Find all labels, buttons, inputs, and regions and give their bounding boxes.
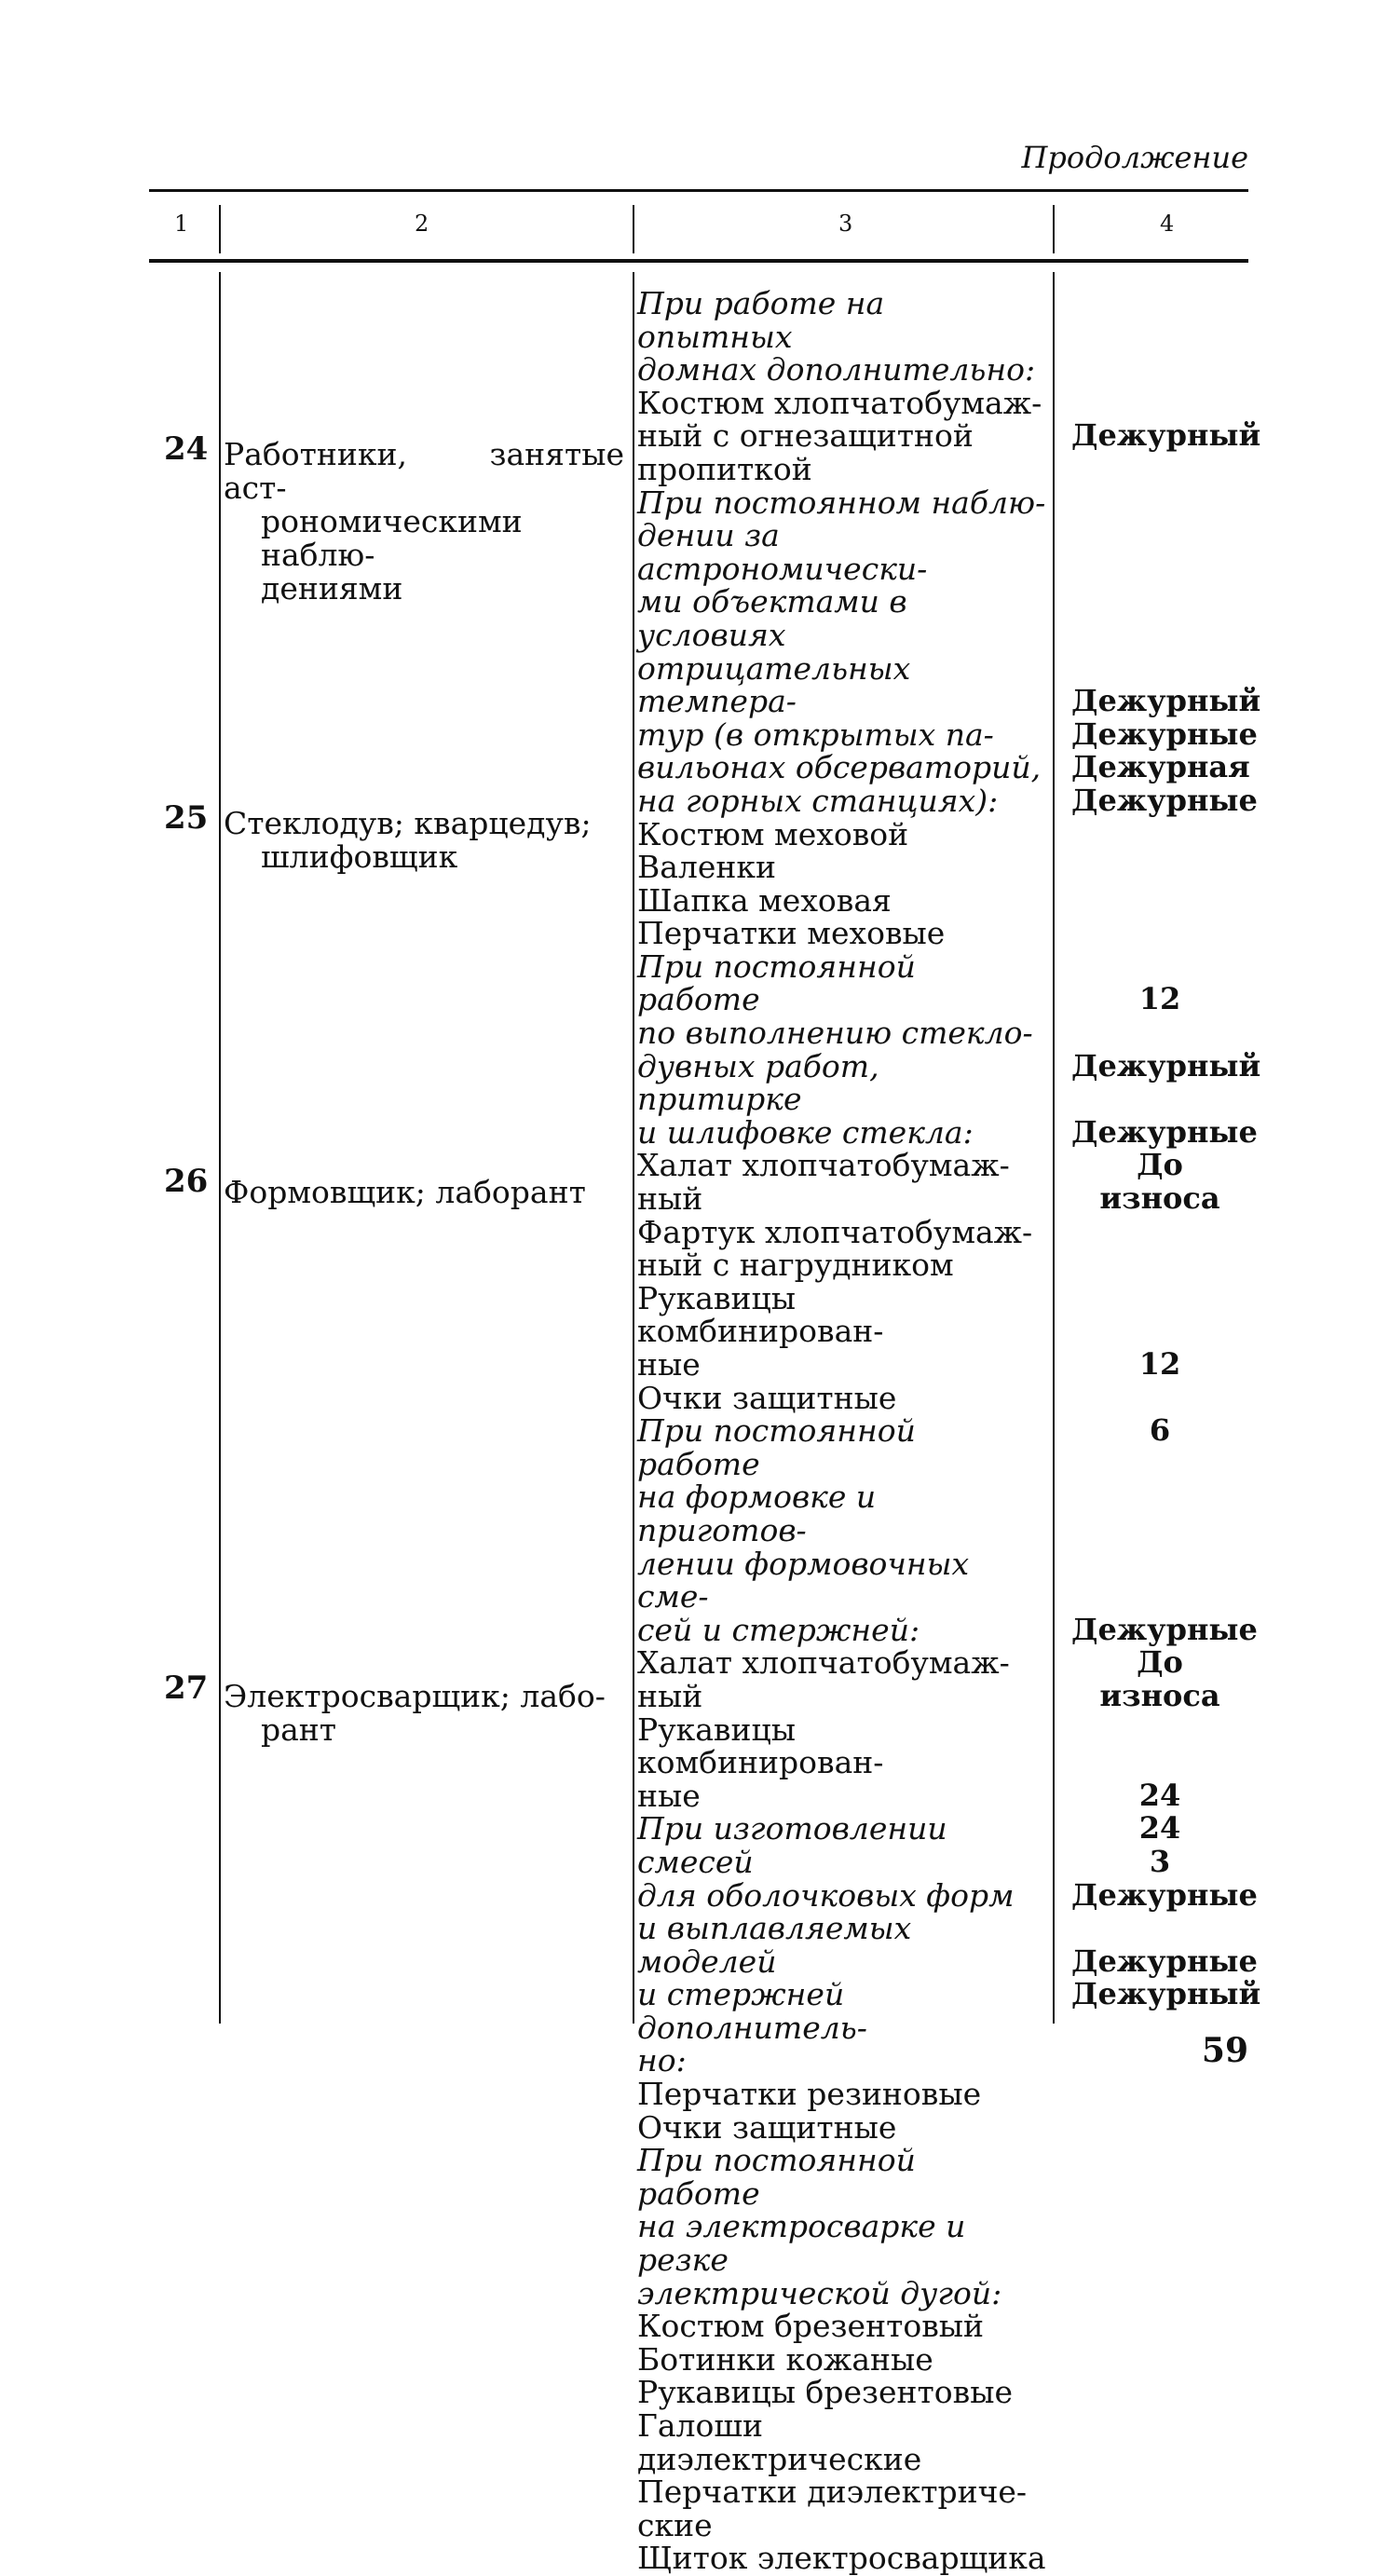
wear-term: 24 [1138,1810,1181,1847]
wear-term [1071,453,1248,486]
description-heading-line: При работе на опытных [637,285,885,355]
profession-line: Работники, занятые аст- [224,436,624,506]
wear-term [1071,1282,1248,1315]
description-heading-line: на горных станциях): [637,782,999,819]
wear-term: До износа [1099,1147,1220,1217]
item-line: Очки защитные [637,2108,897,2146]
wear-term [1071,1713,1248,1747]
wear-term [1071,1216,1248,1249]
wear-term [1071,818,1248,852]
description-heading-line: ми объектами в условиях [637,583,907,653]
description-heading-line: При постоянном наблю- [637,484,1046,521]
wear-term [1071,320,1248,354]
profession-line: Электросварщик; лабо- [224,1678,606,1714]
description-heading-line: домнах дополнительно: [637,351,1036,388]
profession-line: рант [261,1711,337,1748]
wear-term: Дежурные [1071,1942,1258,1979]
item-line: Галоши диэлектрические [637,2407,922,2477]
wear-term [1071,1382,1248,1415]
item-line: ные [637,1777,701,1814]
wear-term [1071,1480,1248,1514]
item-line: Костюм брезентовый [637,2308,985,2345]
wear-term [1071,950,1248,984]
description-heading-line: на электросварке и резке [637,2208,966,2279]
row-number: 24 [164,430,209,468]
item-line: Фартук хлопчатобумаж- [637,1213,1033,1250]
description-heading-line: сей и стержней: [637,1611,920,1648]
wear-term [1071,1514,1248,1547]
item-line: ный с нагрудником [637,1247,954,1284]
wear-term: Дежурные [1071,1876,1258,1913]
item-line: ный [637,1180,703,1218]
wear-term: До износа [1099,1644,1220,1713]
wear-term [1071,585,1248,619]
wear-term: Дежурные [1071,782,1258,818]
description-heading-line: вильонах обсерваторий, [637,749,1042,786]
header-divider-2 [633,205,634,253]
description-heading-line: но: [637,2042,687,2079]
description-heading-line: и выплавляемых моделей [637,1910,912,1980]
description-heading-line: тур (в открытых па- [637,716,994,753]
column-number-1: 1 [174,211,189,237]
wear-term [1071,652,1248,686]
item-line: ские [637,2506,713,2543]
profession-cell [224,438,624,606]
wear-term [1071,1016,1248,1050]
item-line: Костюм хлопчатобумаж- [637,384,1042,421]
profession-line: рономическими наблю- [261,503,523,573]
description-heading-line: При изготовлении смесей [637,1810,947,1880]
description-heading-line: на формовке и приготов- [637,1479,877,1548]
wear-term: Дежурный [1071,417,1261,454]
wear-term: 12 [1138,981,1181,1017]
wear-term: Дежурные [1071,1113,1258,1150]
description-heading-line: При постоянной работе [637,947,916,1018]
wear-term [1071,1547,1248,1581]
column-divider-3 [1053,272,1055,2024]
wear-term: Дежурные [1071,716,1258,752]
description-heading-line: по выполнению стекло- [637,1015,1033,1052]
column-number-3: 3 [838,211,853,237]
description-heading-line: При постоянной работе [637,2142,916,2212]
wear-term: 3 [1149,1843,1171,1879]
column-divider-2 [633,272,634,2024]
wear-term [1071,353,1248,387]
wear-term [1071,1315,1248,1348]
item-line: ный [637,1677,703,1714]
item-line: Перчатки меховые [637,915,946,952]
wear-term [1071,287,1248,320]
item-line: Халат хлопчатобумаж- [637,1147,1010,1184]
profession-line: Формовщик; лаборант [224,1174,586,1210]
description-heading-line: дении за астрономически- [637,517,928,587]
profession-cell [224,1680,624,1747]
item-line: Очки защитные [637,1379,897,1416]
description-heading-line: для оболочковых форм [637,1876,1015,1914]
item-line: Валенки [637,849,777,886]
description-heading-line: и шлифовке стекла: [637,1113,974,1151]
item-line: Перчатки диэлектриче- [637,2474,1028,2511]
item-line: Перчатки резиновые [637,2076,982,2113]
profession-line: дениями [261,570,403,607]
item-line: Шапка меховая [637,881,892,919]
wear-term [1071,552,1248,586]
column-number-4: 4 [1160,211,1175,237]
wear-term [1071,387,1248,420]
item-line: пропиткой [637,450,812,487]
item-line: Рукавицы комбинирован- [637,1711,884,1781]
wear-term-column [1071,287,1261,2012]
column-number-2: 2 [415,211,429,237]
wear-term [1071,519,1248,552]
wear-term [1071,851,1248,884]
item-line: Ботинки кожаные [637,2340,933,2378]
wear-term [1071,1746,1248,1779]
wear-term [1071,1248,1248,1282]
protective-items-column [637,287,1047,2575]
profession-line: шлифовщик [261,838,458,875]
header-divider-3 [1053,205,1055,253]
item-line: ные [637,1346,701,1383]
row-number: 27 [164,1670,209,1707]
item-line: Костюм меховой [637,815,909,852]
description-heading-line: дувных работ, притирке [637,1047,879,1118]
profession-line: Стеклодув; кварцедув; [224,805,592,841]
wear-term: Дежурная [1071,749,1250,785]
wear-term [1071,884,1248,918]
wear-term: Дежурный [1071,683,1261,719]
wear-term [1071,619,1248,652]
wear-term: Дежурный [1071,1047,1261,1084]
item-line: Щиток электросварщика [637,2540,1046,2576]
wear-term [1071,1083,1248,1116]
table-top-rule [149,189,1248,192]
item-line: Халат хлопчатобумаж- [637,1644,1010,1682]
description-heading-line: При постоянной работе [637,1412,916,1482]
wear-term [1071,1912,1248,1945]
wear-term: 6 [1149,1412,1171,1449]
header-divider-1 [219,205,221,253]
profession-cell [224,807,624,874]
wear-term: Дежурный [1071,1976,1261,2012]
profession-cell [224,1176,624,1209]
description-heading-line: отрицательных темпера- [637,649,911,720]
description-heading-line: лении формовочных сме- [637,1545,970,1615]
column-divider-1 [219,272,221,2024]
row-number: 25 [164,799,209,837]
wear-term: 12 [1138,1346,1181,1382]
item-line: Рукавицы комбинирован- [637,1279,884,1350]
item-line: Рукавицы брезентовые [637,2374,1014,2411]
wear-term [1071,1448,1248,1481]
wear-term: 24 [1138,1777,1181,1813]
row-number: 26 [164,1163,209,1200]
table-header-rule [149,259,1248,263]
continuation-label: Продолжение [1021,140,1248,175]
page-number: 59 [1201,2031,1248,2070]
wear-term [1071,1580,1248,1614]
wear-term [1071,917,1248,950]
item-line: ный с огнезащитной [637,417,974,455]
description-heading-line: электрической дугой: [637,2274,1002,2311]
wear-term: Дежурные [1071,1611,1258,1647]
wear-term [1071,486,1248,520]
description-heading-line: и стержней дополнитель- [637,1976,867,2046]
